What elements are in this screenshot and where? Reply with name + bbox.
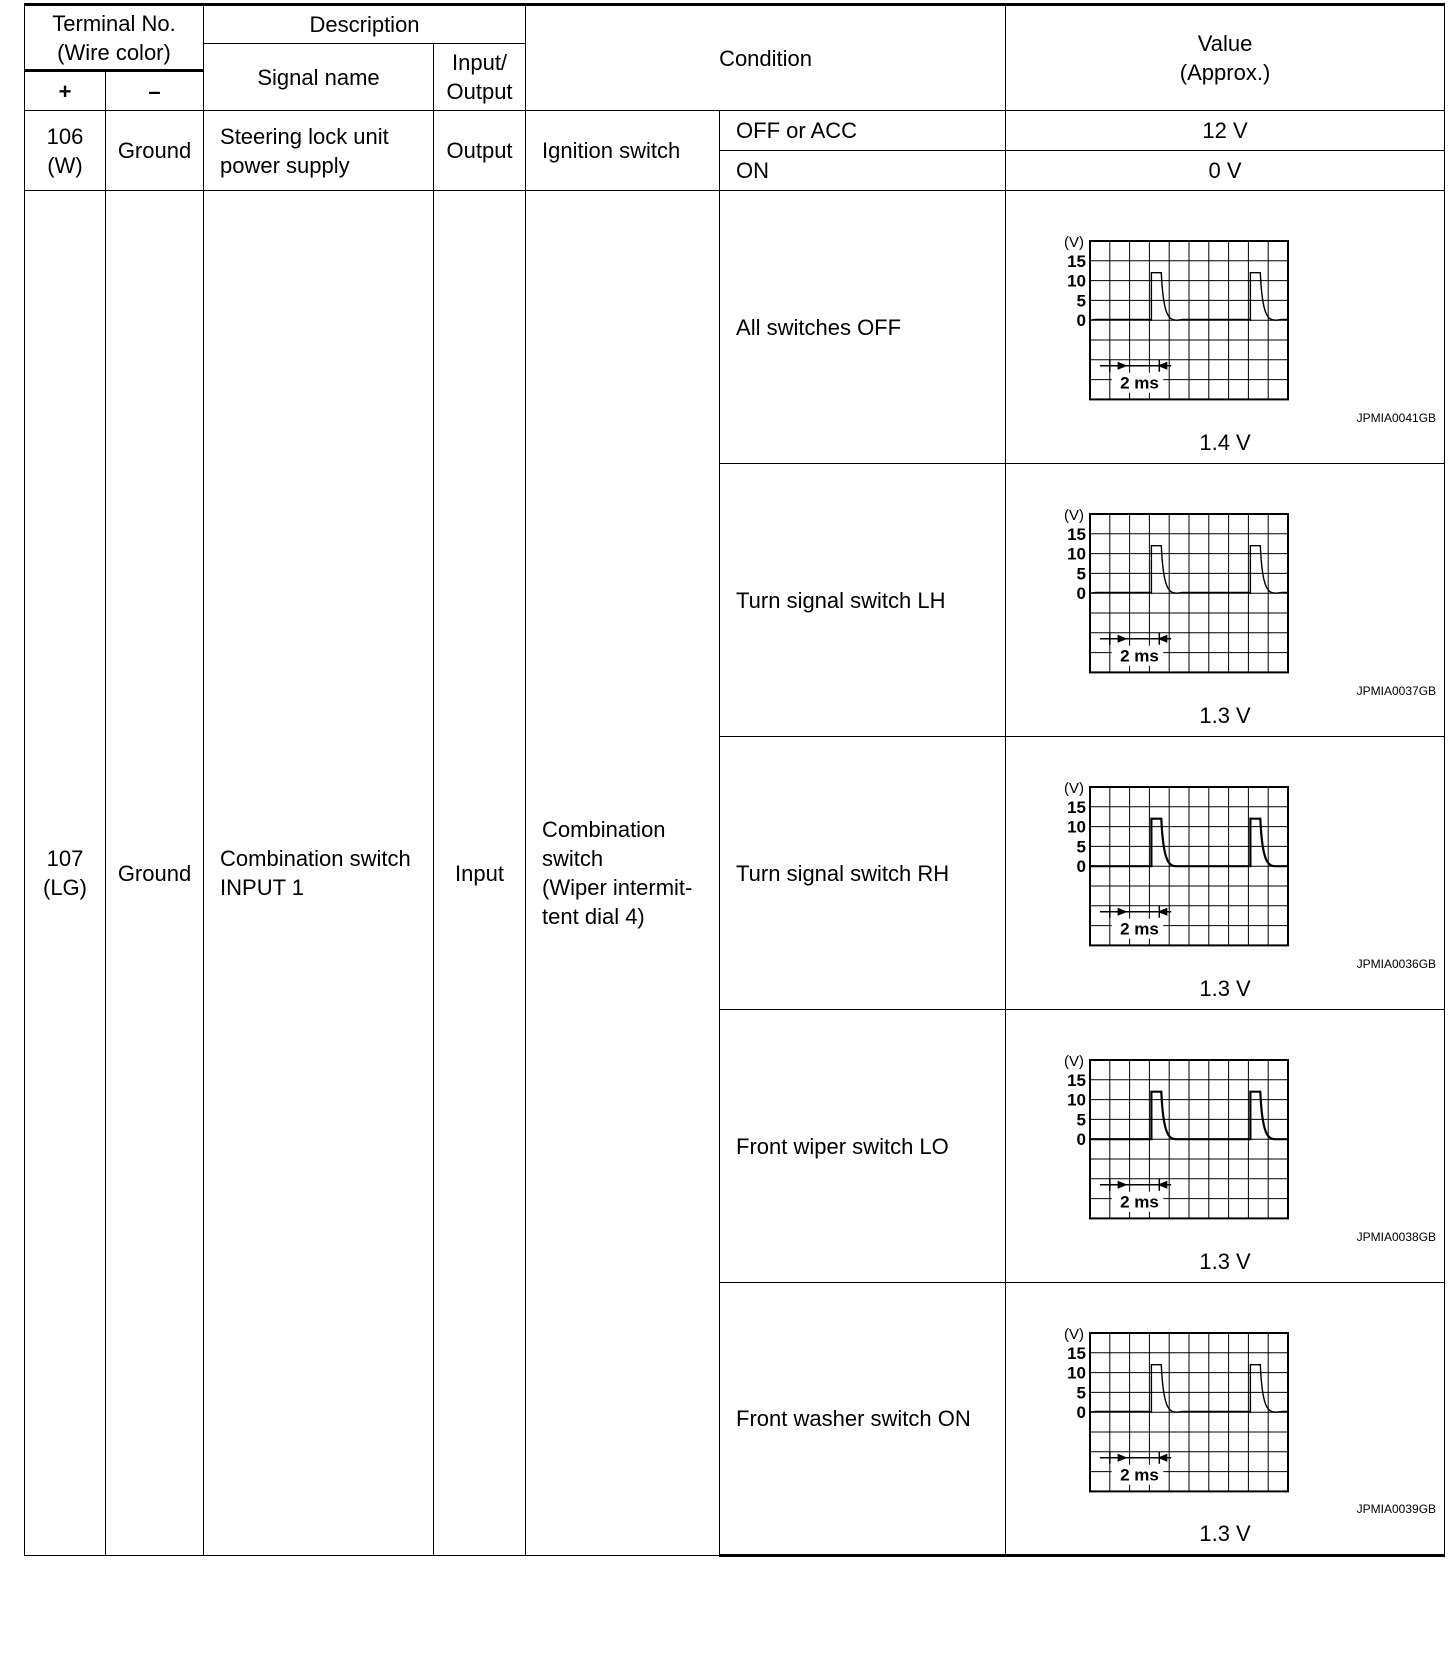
y-tick-label: 10: [1067, 1363, 1087, 1383]
minus-107: Ground: [106, 191, 204, 1556]
plus-header: +: [25, 71, 106, 111]
state-107-washer-on: Front washer switch ON: [720, 1283, 1006, 1556]
figure-id: JPMIA0041GB: [1356, 411, 1437, 425]
state-107-all-off: All switches OFF: [720, 191, 1006, 464]
y-unit-label: (V): [1064, 780, 1085, 797]
scope-cell-all-off: [1006, 191, 1445, 464]
y-tick-label: 15: [1067, 1070, 1087, 1090]
time-label: 2 ms: [1120, 1465, 1159, 1485]
io-106: Output: [434, 111, 526, 191]
condition-106: Ignition switch: [526, 111, 720, 191]
y-tick-label: 15: [1067, 797, 1087, 817]
y-tick-label: 5: [1076, 564, 1087, 584]
y-tick-label: 10: [1067, 271, 1087, 291]
minus-header: –: [106, 71, 204, 111]
terminal-107: 107 (LG): [25, 191, 106, 1556]
state-107-turn-lh: Turn signal switch LH: [720, 464, 1006, 737]
y-tick-label: 15: [1067, 251, 1087, 271]
value-washer-on: 1.3 V: [1199, 1521, 1251, 1546]
time-label: 2 ms: [1120, 646, 1159, 666]
y-unit-label: (V): [1064, 1326, 1085, 1343]
y-tick-label: 5: [1076, 837, 1087, 857]
value-turn-rh: 1.3 V: [1199, 976, 1251, 1001]
y-unit-label: (V): [1064, 507, 1085, 524]
figure-id: JPMIA0039GB: [1356, 1502, 1437, 1516]
description-header: Description: [204, 5, 526, 44]
signal-name-header: Signal name: [204, 44, 434, 111]
y-unit-label: (V): [1064, 234, 1085, 251]
y-tick-label: 0: [1076, 857, 1087, 877]
terminal-table: [24, 3, 1445, 1557]
y-tick-label: 5: [1076, 291, 1087, 311]
state-107-turn-rh: Turn signal switch RH: [720, 737, 1006, 1010]
figure-id: JPMIA0036GB: [1356, 957, 1437, 971]
value-wiper-lo: 1.3 V: [1199, 1249, 1251, 1274]
waveform-washer-on: [1048, 1323, 1300, 1503]
figure-id: JPMIA0037GB: [1356, 684, 1437, 698]
time-label: 2 ms: [1120, 919, 1159, 939]
arrowhead-icon: [1118, 635, 1128, 643]
arrowhead-icon: [1118, 1454, 1128, 1462]
value-106-on: 0 V: [1006, 151, 1445, 191]
y-tick-label: 15: [1067, 524, 1087, 544]
arrowhead-icon: [1118, 1181, 1128, 1189]
value-106-off-acc: 12 V: [1006, 111, 1445, 151]
y-tick-label: 10: [1067, 544, 1087, 564]
y-unit-label: (V): [1064, 1053, 1085, 1070]
value-turn-lh: 1.3 V: [1199, 703, 1251, 728]
y-tick-label: 0: [1076, 584, 1087, 604]
terminal-106: 106 (W): [25, 111, 106, 191]
y-tick-label: 0: [1076, 311, 1087, 331]
arrowhead-icon: [1118, 908, 1128, 916]
figure-id: JPMIA0038GB: [1356, 1230, 1437, 1244]
y-tick-label: 10: [1067, 817, 1087, 837]
scope-cell-turn-rh: [1006, 737, 1445, 1010]
minus-106: Ground: [106, 111, 204, 191]
signal-107: Combination switch INPUT 1: [204, 191, 434, 1556]
condition-107: Combination switch (Wiper intermit- tent dial 4): [526, 191, 720, 1556]
arrowhead-icon: [1118, 362, 1128, 370]
time-label: 2 ms: [1120, 1192, 1159, 1212]
y-tick-label: 0: [1076, 1130, 1087, 1150]
y-tick-label: 15: [1067, 1343, 1087, 1363]
scope-cell-washer-on: [1006, 1283, 1445, 1556]
y-tick-label: 10: [1067, 1090, 1087, 1110]
state-107-wiper-lo: Front wiper switch LO: [720, 1010, 1006, 1283]
io-107: Input: [434, 191, 526, 1556]
y-tick-label: 5: [1076, 1110, 1087, 1130]
io-header: Input/ Output: [434, 44, 526, 111]
value-header: Value (Approx.): [1006, 5, 1445, 111]
scope-cell-wiper-lo: [1006, 1010, 1445, 1283]
y-tick-label: 5: [1076, 1383, 1087, 1403]
state-106-off-acc: OFF or ACC: [720, 111, 1006, 151]
signal-106: Steering lock unit power supply: [204, 111, 434, 191]
state-106-on: ON: [720, 151, 1006, 191]
time-label: 2 ms: [1120, 373, 1159, 393]
waveform-turn-lh: [1048, 504, 1300, 684]
waveform-all-off: [1048, 231, 1300, 411]
value-all-off: 1.4 V: [1199, 430, 1251, 455]
scope-cell-turn-lh: [1006, 464, 1445, 737]
waveform-wiper-lo: [1048, 1050, 1300, 1230]
condition-header: Condition: [526, 5, 1006, 111]
y-tick-label: 0: [1076, 1403, 1087, 1423]
waveform-turn-rh: [1048, 777, 1300, 957]
terminal-no-header: Terminal No. (Wire color): [25, 5, 204, 71]
